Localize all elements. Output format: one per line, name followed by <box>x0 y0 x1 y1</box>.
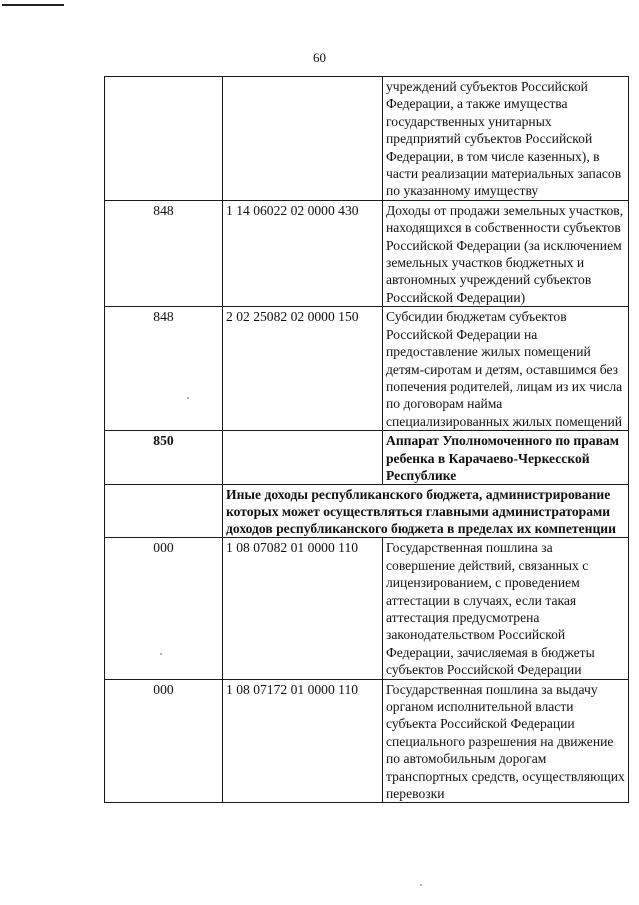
scan-edge-mark <box>2 4 64 6</box>
scan-speck <box>420 884 422 886</box>
description-cell: Доходы от продажи земельных участков, находящихся в собственности субъектов Российской Федерации (за исключением земельных участков бюджетных и автономных учреждений субъектов Российской Федерации) <box>383 200 629 306</box>
admin-code-cell: 000 <box>105 538 223 679</box>
table-row <box>105 77 629 201</box>
scan-speck <box>187 397 189 399</box>
page-number: 60 <box>313 50 326 65</box>
income-code-cell <box>223 77 383 201</box>
admin-code-cell: 000 <box>105 679 223 803</box>
description-cell: Государственная пошлина за совершение действий, связанных с лицензированием, с проведением аттестации в случаях, если такая аттестация предусмотрена законодательством Российской Федерации, зачисляемая в бюджеты субъектов Российской Федерации <box>383 538 629 679</box>
income-code-cell: 1 14 06022 02 0000 430 <box>223 200 383 306</box>
income-code-cell <box>223 431 383 485</box>
admin-code-cell: 848 <box>105 200 223 306</box>
section-heading: Иные доходы республиканского бюджета, администрирование которых может осуществляться главными администраторами доходов республиканского бюджета в пределах их компетенции <box>223 485 629 538</box>
income-code-cell: 1 08 07172 01 0000 110 <box>223 679 383 803</box>
admin-code-cell: 850 <box>105 431 223 485</box>
description-cell: учреждений субъектов Российской Федерации, а также имущества государственных унитарных предприятий субъектов Российской Федерации, в том числе казенных), в части реализации материальных запасов по указанному имуществу <box>383 77 629 201</box>
admin-code-cell <box>105 77 223 201</box>
description-cell: Субсидии бюджетам субъектов Российской Федерации на предоставление жилых помещений детям-сиротам и детям, оставшимся без попечения родителей, лицам из их числа по договорам найма специализированных жилых помещений <box>383 307 629 431</box>
revenue-administrators-table <box>104 76 629 803</box>
empty-cell <box>105 485 223 538</box>
table-row <box>105 538 629 679</box>
income-code-cell: 2 02 25082 02 0000 150 <box>223 307 383 431</box>
description-cell: Государственная пошлина за выдачу органом исполнительной власти субъекта Российской Федерации специального разрешения на движение по автомобильным дорогам транспортных средств, осуществляющих перевозки <box>383 679 629 803</box>
table-row <box>105 679 629 803</box>
admin-code-cell: 848 <box>105 307 223 431</box>
table-row <box>105 307 629 431</box>
income-code-cell: 1 08 07082 01 0000 110 <box>223 538 383 679</box>
table-row <box>105 200 629 306</box>
scan-speck <box>160 653 162 655</box>
administrator-name-cell: Аппарат Уполномоченного по правам ребенка в Карачаево-Черкесской Республике <box>383 431 629 485</box>
administrator-heading-row <box>105 431 629 485</box>
section-heading-row <box>105 485 629 538</box>
